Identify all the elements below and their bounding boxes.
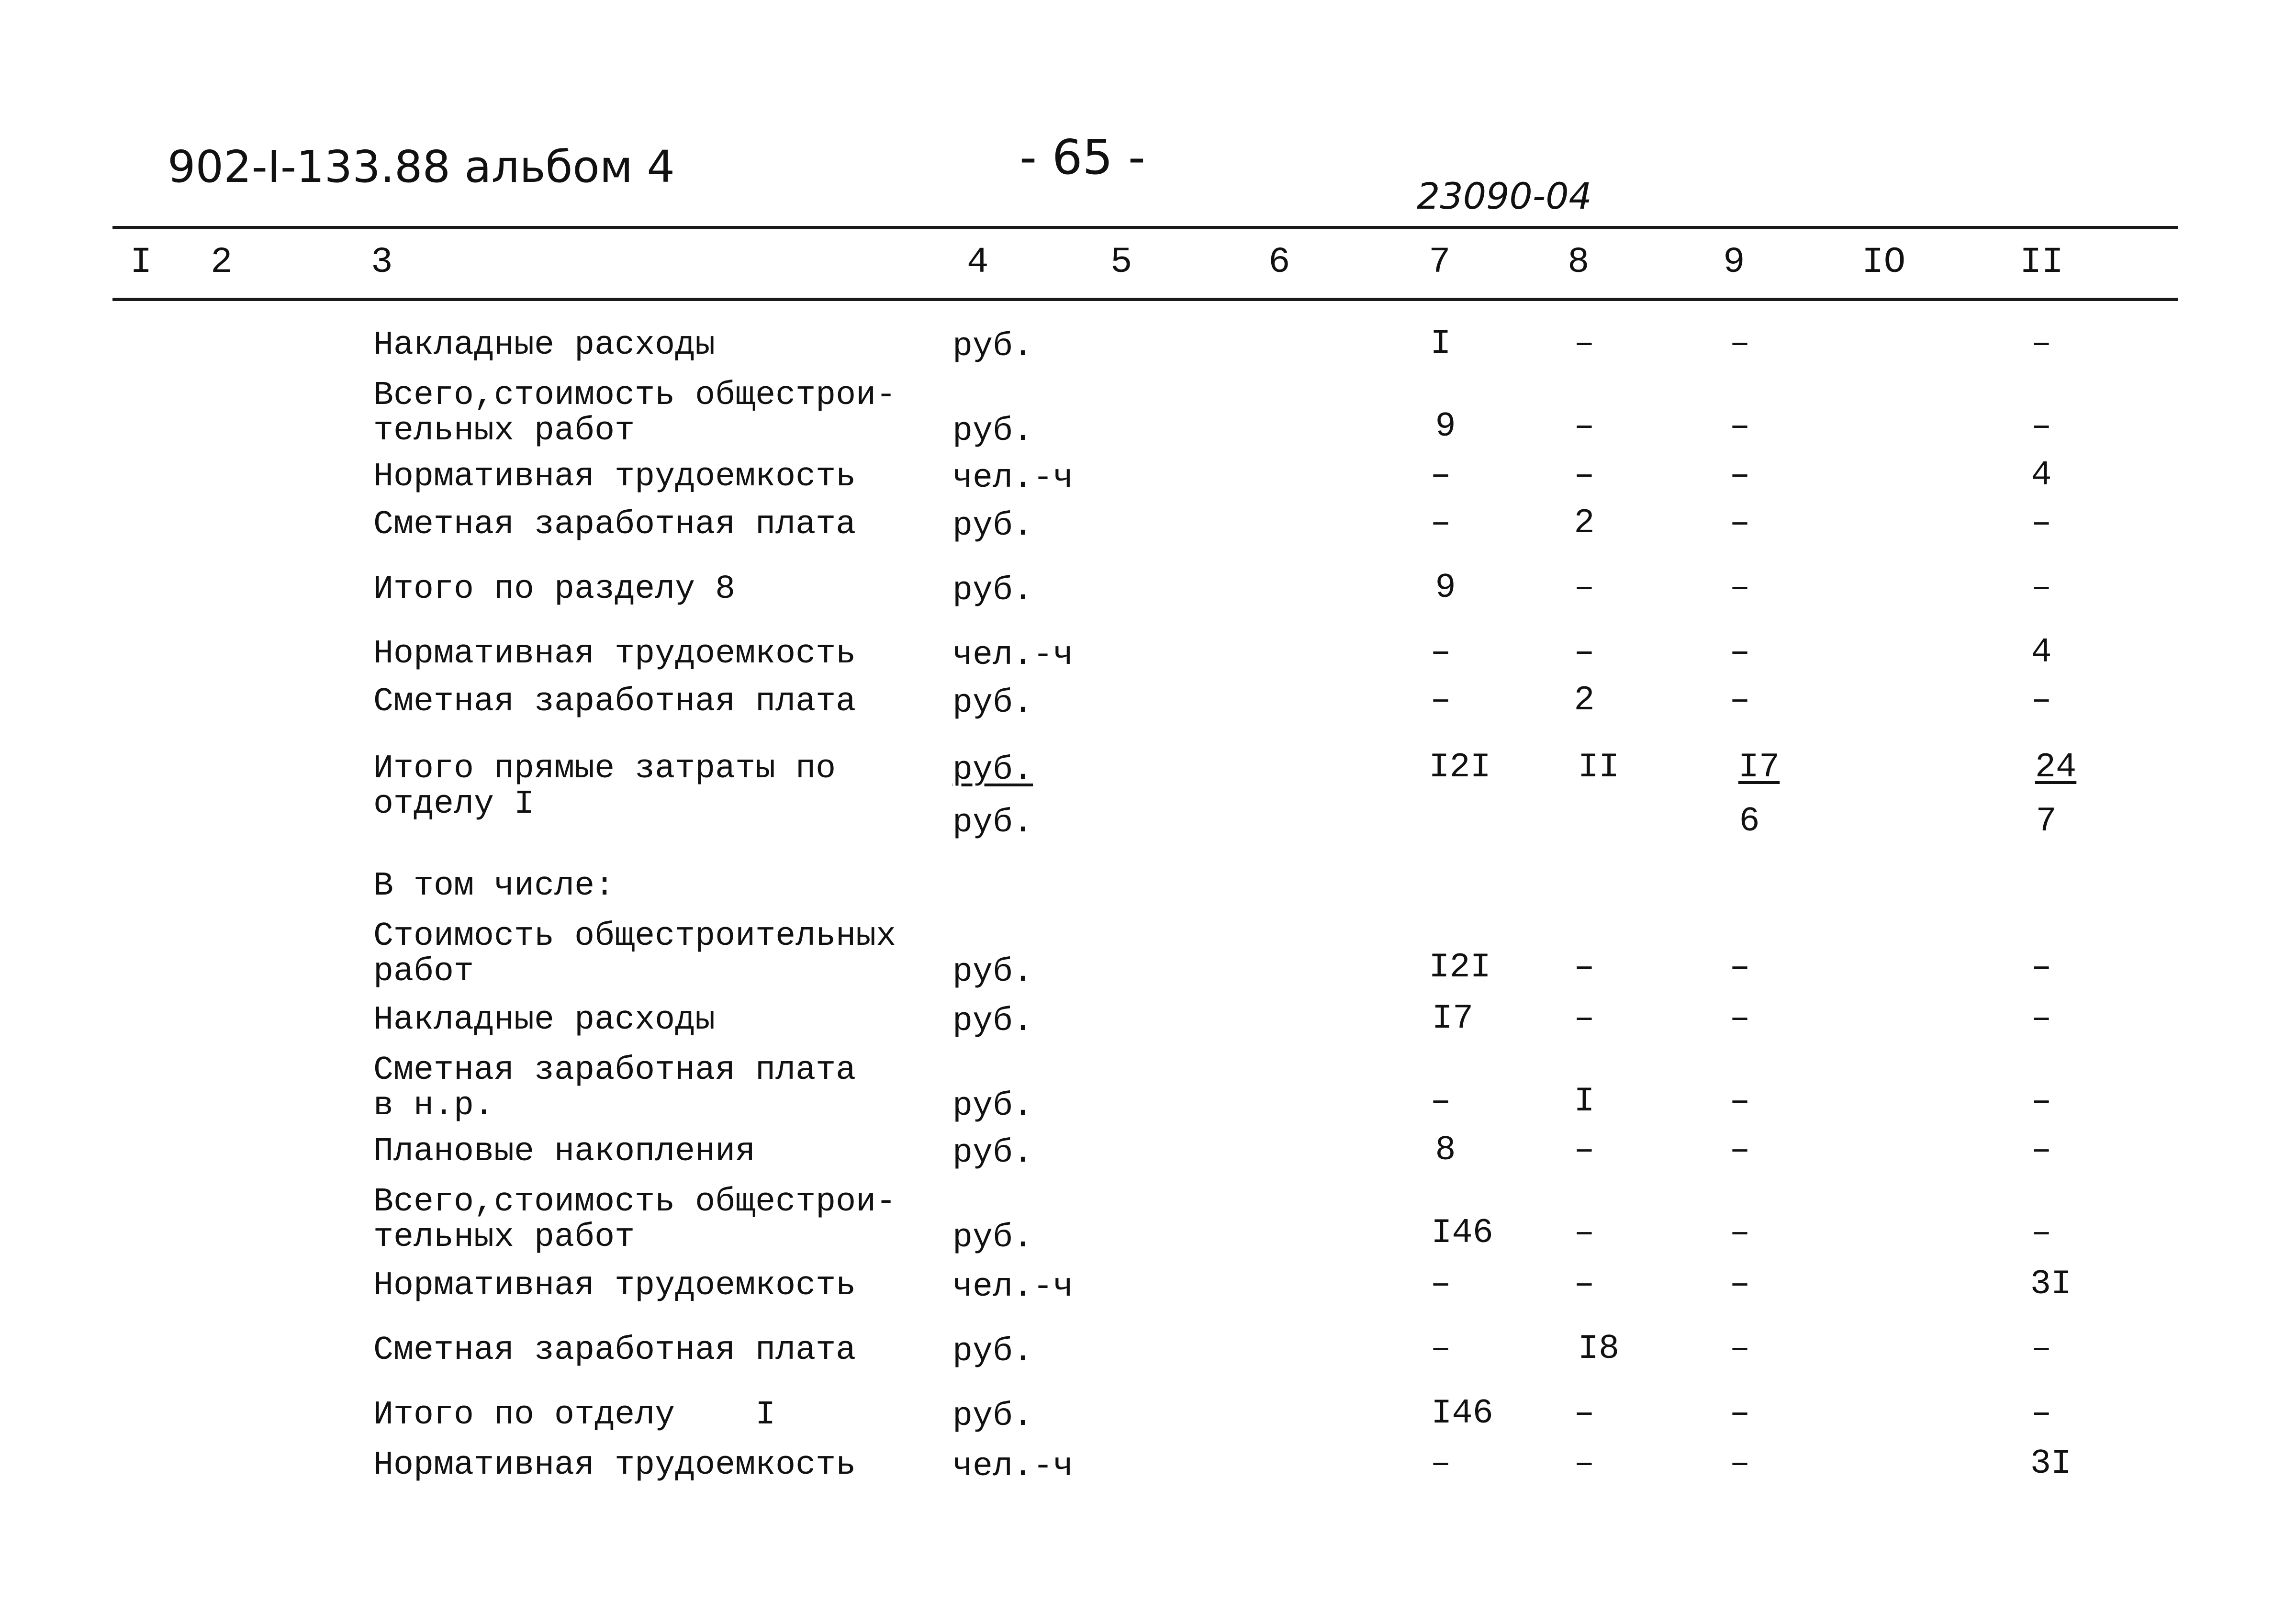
cell-col9: – — [1729, 1213, 1750, 1253]
row-description: Накладные расходы — [373, 1001, 716, 1039]
row-unit: руб. — [952, 1087, 1033, 1125]
cell-col8: – — [1574, 1213, 1595, 1253]
cell-col9: – — [1729, 1131, 1750, 1170]
section-label: В том числе: — [373, 867, 615, 905]
cell-col8: II — [1578, 748, 1620, 787]
cell-col11: – — [2031, 1329, 2052, 1368]
row-description: Нормативная трудоемкость — [373, 1446, 856, 1484]
cell-col9-denominator: 6 — [1739, 802, 1760, 841]
row-unit: руб. — [952, 751, 1033, 789]
cell-col8: 2 — [1574, 504, 1595, 543]
row-description: Плановые накопления — [373, 1133, 756, 1171]
column-number-5: 5 — [1110, 242, 1132, 283]
cell-col11: – — [2031, 999, 2052, 1038]
cell-col11-numerator: 24 — [2035, 748, 2077, 787]
row-description: Сметная заработная плата — [373, 683, 856, 721]
cell-col7: I46 — [1431, 1213, 1493, 1253]
row-description: Сметная заработная плата — [373, 1332, 856, 1369]
cell-col7: – — [1430, 456, 1451, 495]
cell-col11: – — [2031, 681, 2052, 720]
cell-col7: I — [1430, 324, 1451, 363]
cell-col9: – — [1729, 1444, 1750, 1483]
cell-col8: I — [1574, 1082, 1595, 1121]
cell-col9: – — [1729, 948, 1750, 987]
cell-col11: 4 — [2031, 456, 2052, 495]
document-code: 902-I-133.88 альбом 4 — [168, 141, 675, 192]
cell-col7: – — [1430, 1444, 1451, 1483]
cell-col8: – — [1574, 1265, 1595, 1304]
row-description: Нормативная трудоемкость — [373, 1267, 856, 1305]
cell-col8: – — [1574, 1394, 1595, 1433]
page-number: - 65 - — [1019, 129, 1145, 185]
row-unit: руб. — [952, 572, 1033, 610]
row-unit: руб. — [952, 1333, 1033, 1371]
cell-col9: – — [1729, 504, 1750, 543]
row-unit: чел.-ч — [952, 459, 1074, 497]
column-number-10: IO — [1862, 242, 1906, 283]
row-description: Нормативная трудоемкость — [373, 458, 856, 496]
cell-col7: 9 — [1435, 407, 1456, 446]
row-description: Итого прямые затраты по отделу I — [373, 750, 836, 823]
cell-col8: – — [1574, 324, 1595, 363]
cell-col7: – — [1430, 1329, 1451, 1368]
row-unit: руб. — [952, 1219, 1033, 1257]
row-description: Всего,стоимость общестрои- тельных работ — [373, 377, 896, 450]
cell-col9: – — [1729, 324, 1750, 363]
column-number-7: 7 — [1429, 242, 1451, 283]
row-description: Итого по отделу I — [373, 1396, 776, 1434]
cell-col7: 9 — [1435, 568, 1456, 607]
cell-col9: – — [1729, 1082, 1750, 1121]
cell-col9: – — [1729, 1265, 1750, 1304]
cell-col7: I2I — [1429, 948, 1491, 987]
column-number-8: 8 — [1568, 242, 1590, 283]
row-description: Итого по разделу 8 — [373, 571, 736, 608]
cell-col11: – — [2031, 948, 2052, 987]
column-number-6: 6 — [1268, 242, 1290, 283]
cell-col9: – — [1729, 568, 1750, 607]
cell-col9: – — [1729, 456, 1750, 495]
column-number-2: 2 — [211, 242, 233, 283]
row-unit: чел.-ч — [952, 1268, 1074, 1306]
cell-col8: – — [1574, 568, 1595, 607]
row-description: Нормативная трудоемкость — [373, 635, 856, 673]
cell-col11: – — [2031, 1131, 2052, 1170]
row-unit: руб. — [952, 1398, 1033, 1435]
cell-col7: – — [1430, 681, 1451, 720]
cell-col7: I46 — [1431, 1394, 1493, 1433]
cell-col9: – — [1729, 999, 1750, 1038]
cell-col7: – — [1430, 504, 1451, 543]
cell-col8: – — [1574, 1444, 1595, 1483]
cell-col7: 8 — [1435, 1131, 1456, 1170]
cell-col7: – — [1430, 633, 1451, 672]
cell-col7: – — [1430, 1265, 1451, 1304]
cell-col11: – — [2031, 504, 2052, 543]
cell-col11-denominator: 7 — [2036, 802, 2057, 841]
stamp-number: 23090-04 — [1417, 175, 1592, 217]
cell-col8: I8 — [1578, 1329, 1620, 1368]
cell-col9: – — [1729, 681, 1750, 720]
row-description: Накладные расходы — [373, 326, 716, 364]
row-unit: руб. — [952, 1003, 1033, 1041]
cell-col11: – — [2031, 1394, 2052, 1433]
row-description: Сметная заработная плата — [373, 506, 856, 544]
cell-col9: – — [1729, 1329, 1750, 1368]
top-rule — [112, 226, 2178, 229]
cell-col9: – — [1729, 1394, 1750, 1433]
cell-col11: 3I — [2030, 1444, 2072, 1483]
column-number-4: 4 — [967, 242, 989, 283]
cell-col7: I2I — [1429, 748, 1491, 787]
cell-col8: – — [1574, 633, 1595, 672]
row-description: Сметная заработная плата в н.р. — [373, 1052, 856, 1125]
cell-col7: – — [1430, 1082, 1451, 1121]
column-number-1: I — [130, 242, 152, 283]
cell-col9: – — [1729, 407, 1750, 446]
column-number-3: 3 — [371, 242, 393, 283]
column-number-9: 9 — [1723, 242, 1745, 283]
cell-col11: – — [2031, 1213, 2052, 1253]
cell-col8: – — [1574, 999, 1595, 1038]
cell-col11: – — [2031, 1082, 2052, 1121]
row-unit: руб. — [952, 1134, 1033, 1172]
cell-col9-numerator: I7 — [1738, 748, 1780, 787]
cell-col11: 3I — [2030, 1265, 2072, 1304]
cell-col8: – — [1574, 948, 1595, 987]
row-unit: чел.-ч — [952, 1448, 1074, 1486]
row-unit: руб. — [952, 413, 1033, 450]
cell-col8: – — [1574, 407, 1595, 446]
cell-col8: 2 — [1574, 681, 1595, 720]
header-bottom-rule — [112, 298, 2178, 301]
cell-col11: – — [2031, 568, 2052, 607]
cell-col8: – — [1574, 1131, 1595, 1170]
row-unit: руб. — [952, 328, 1033, 366]
cell-col11: 4 — [2031, 633, 2052, 672]
cell-col11: – — [2031, 407, 2052, 446]
cell-col8: – — [1574, 456, 1595, 495]
cell-col11: – — [2031, 324, 2052, 363]
column-number-11: II — [2020, 242, 2064, 283]
row-unit: руб. — [952, 507, 1033, 545]
row-unit: руб. — [952, 953, 1033, 991]
cell-col9: – — [1729, 633, 1750, 672]
row-unit: чел.-ч — [952, 637, 1074, 674]
row-description: Стоимость общестроительных работ — [373, 918, 896, 991]
row-unit-secondary: руб. — [952, 804, 1033, 842]
row-description: Всего,стоимость общестрои- тельных работ — [373, 1183, 896, 1256]
cell-col7: I7 — [1432, 999, 1474, 1038]
row-unit: руб. — [952, 684, 1033, 722]
